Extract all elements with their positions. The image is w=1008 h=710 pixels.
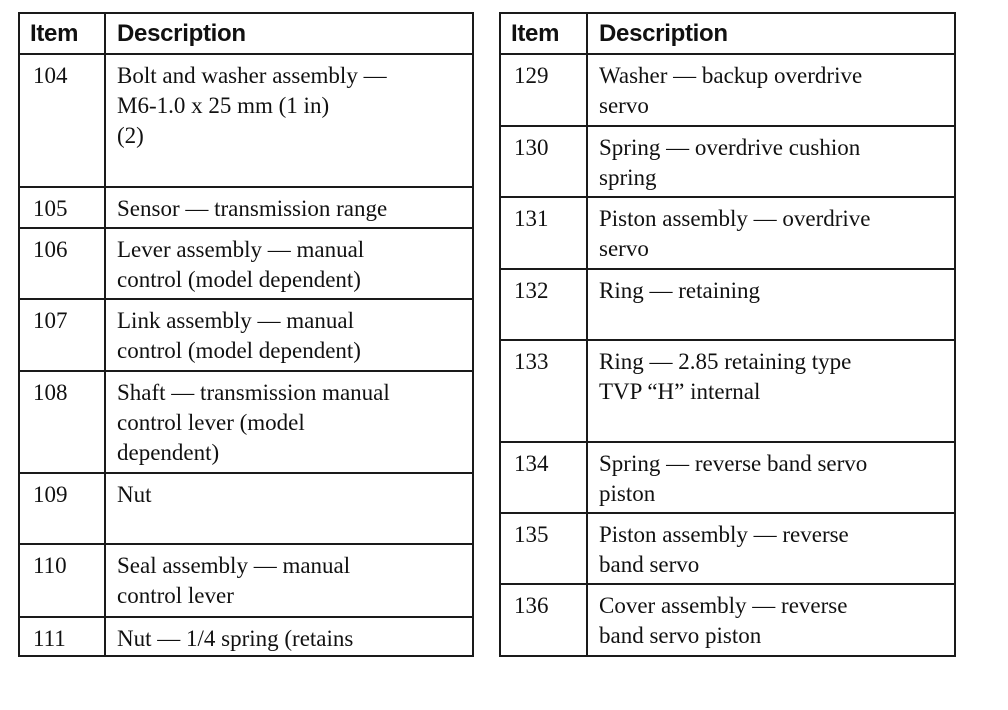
parts-table-left (18, 12, 474, 657)
item-number: 109 (19, 473, 105, 544)
item-description: Washer — backup overdrive servo (587, 54, 955, 126)
table-row (19, 473, 473, 544)
column-header-description: Description (587, 13, 955, 54)
table-row (500, 513, 955, 584)
table-row (500, 126, 955, 197)
item-description: Bolt and washer assembly — M6-1.0 x 25 mm (1 in) (2) (105, 54, 473, 187)
item-description: Seal assembly — manual control lever (105, 544, 473, 617)
table-row (19, 544, 473, 617)
item-description: Sensor — transmission range (105, 187, 473, 228)
item-description: Lever assembly — manual control (model dependent) (105, 228, 473, 299)
item-description: Link assembly — manual control (model dependent) (105, 299, 473, 371)
parts-table-right (499, 12, 956, 657)
table-row (500, 269, 955, 340)
table-row (19, 228, 473, 299)
column-header-item: Item (500, 13, 587, 54)
item-description: Nut (105, 473, 473, 544)
item-description: Ring — retaining (587, 269, 955, 340)
table-row (500, 340, 955, 442)
item-number: 133 (500, 340, 587, 442)
table-row (500, 197, 955, 269)
table-header-row (19, 13, 473, 54)
item-description: Nut — 1/4 spring (retains (105, 617, 473, 656)
item-description: Cover assembly — reverse band servo piston (587, 584, 955, 656)
item-number: 111 (19, 617, 105, 656)
table-row (19, 187, 473, 228)
table-row (19, 299, 473, 371)
table-row (19, 617, 473, 656)
item-description: Spring — reverse band servo piston (587, 442, 955, 513)
table-row (19, 54, 473, 187)
item-number: 104 (19, 54, 105, 187)
item-number: 110 (19, 544, 105, 617)
item-number: 131 (500, 197, 587, 269)
table-row (500, 442, 955, 513)
item-description: Ring — 2.85 retaining type TVP “H” internal (587, 340, 955, 442)
table-row (500, 54, 955, 126)
item-description: Piston assembly — overdrive servo (587, 197, 955, 269)
item-number: 134 (500, 442, 587, 513)
item-description: Shaft — transmission manual control lever (model dependent) (105, 371, 473, 473)
item-description: Piston assembly — reverse band servo (587, 513, 955, 584)
column-header-description: Description (105, 13, 473, 54)
table-row (500, 584, 955, 656)
item-number: 107 (19, 299, 105, 371)
table-row (19, 371, 473, 473)
table-header-row (500, 13, 955, 54)
item-number: 106 (19, 228, 105, 299)
item-number: 130 (500, 126, 587, 197)
item-number: 129 (500, 54, 587, 126)
item-number: 132 (500, 269, 587, 340)
column-header-item: Item (19, 13, 105, 54)
item-number: 105 (19, 187, 105, 228)
item-number: 108 (19, 371, 105, 473)
item-number: 136 (500, 584, 587, 656)
item-number: 135 (500, 513, 587, 584)
item-description: Spring — overdrive cushion spring (587, 126, 955, 197)
